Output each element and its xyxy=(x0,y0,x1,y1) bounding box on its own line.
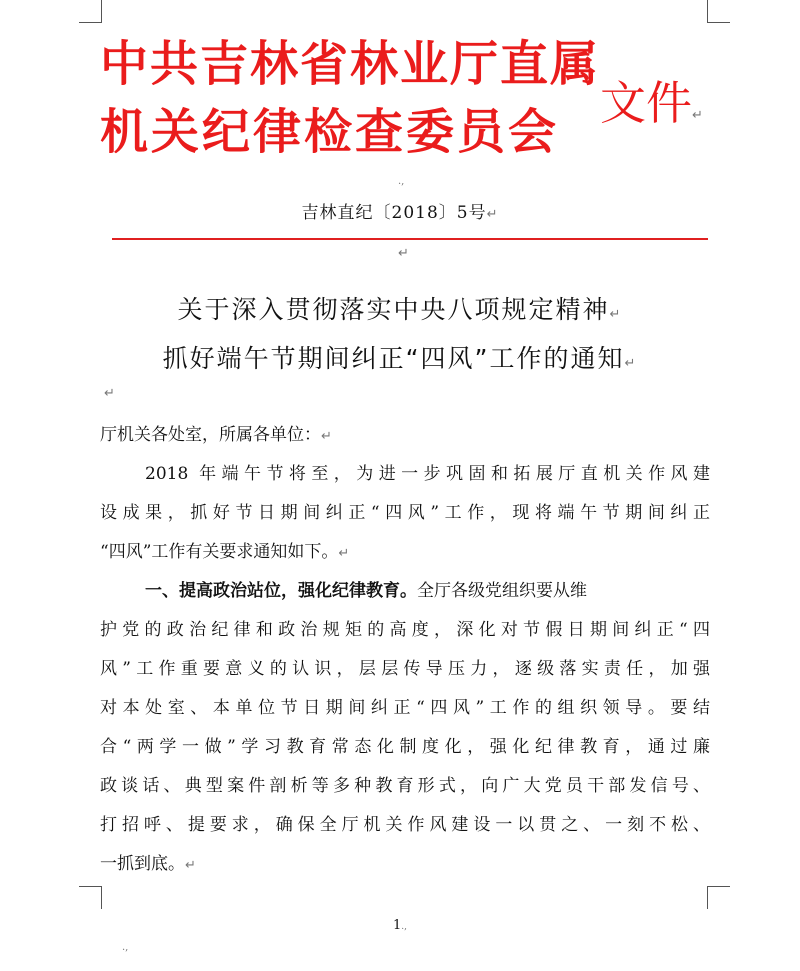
header-doc-word xyxy=(600,76,703,130)
paragraph-dot-icon: ., xyxy=(122,942,129,953)
paragraph-mark-icon: ↵ xyxy=(185,858,196,873)
crop-mark-bottom-left xyxy=(79,886,102,909)
title-text-2: 抓好端午节期间纠正“四风”工作的通知 xyxy=(162,344,625,373)
section1-line: 对本处室、本单位节日期间纠正“四风”工作的组织领导。要结 xyxy=(100,698,710,718)
section1-line-text: 一抓到底。 xyxy=(100,854,185,874)
salutation-text: 厅机关各处室，所属各单位： xyxy=(100,425,321,445)
title-text-1: 关于深入贯彻落实中央八项规定精神 xyxy=(177,295,610,324)
intro-line-text: “四风”工作有关要求通知如下。 xyxy=(100,542,339,562)
paragraph-mark-icon: ↵ xyxy=(104,386,115,401)
page-number: 1., xyxy=(392,918,407,933)
doc-body xyxy=(100,416,710,884)
intro-line: 设成果，抓好节日期间纠正“四风”工作，现将端午节期间纠正 xyxy=(100,503,710,523)
section1-line: 合“两学一做”学习教育常态化制度化，强化纪律教育，通过廉 xyxy=(100,737,710,757)
red-separator-line xyxy=(112,238,708,240)
crop-mark-bottom-right xyxy=(707,886,730,909)
section1-heading: 一、提高政治站位，强化纪律教育。 xyxy=(145,581,417,601)
intro-line-last xyxy=(100,533,710,572)
doc-title-line-1 xyxy=(0,290,800,326)
paragraph-mark-icon: ↵ xyxy=(321,429,332,444)
doc-title-line-2 xyxy=(0,339,800,375)
header-org-line-2: 机关纪律检查委员会 xyxy=(100,104,560,160)
paragraph-mark-icon: ↵ xyxy=(609,307,623,322)
paragraph-mark-icon: ↵ xyxy=(338,546,350,561)
doc-number-text: 吉林直纪〔2018〕5号 xyxy=(301,203,487,223)
section1-line: 打招呼、提要求，确保全厅机关作风建设一以贯之、一刻不松、 xyxy=(100,815,710,835)
crop-mark-top-right xyxy=(707,0,730,23)
paragraph-mark-icon: ↵ xyxy=(486,207,499,222)
section1-line: 护党的政治纪律和政治规矩的高度，深化对节假日期间纠正“四 xyxy=(100,620,710,640)
salutation xyxy=(100,416,710,455)
doc-word-text: 文件 xyxy=(600,76,692,130)
header-org-line-1: 中共吉林省林业厅直属 xyxy=(100,36,601,92)
section1-line: 风”工作重要意义的认识，层层传导压力，逐级落实责任，加强 xyxy=(100,659,710,679)
section1-line: 政谈话、典型案件剖析等多种教育形式，向广大党员干部发信号、 xyxy=(100,776,710,796)
paragraph-mark-icon: ↵ xyxy=(692,108,703,123)
doc-number xyxy=(0,198,800,223)
paragraph-dot-icon: ., xyxy=(398,176,405,187)
section1-line-last xyxy=(100,845,710,884)
paragraph-mark-icon: ↵ xyxy=(624,356,638,371)
section1-first-line xyxy=(100,572,710,611)
intro-line: 2018 年端午节将至，为进一步巩固和拓展厅直机关作风建 xyxy=(145,464,710,484)
section1-first-line-rest: 全厅各级党组织要从维 xyxy=(417,581,587,601)
page-number-text: 1 xyxy=(392,918,402,933)
crop-mark-top-left xyxy=(79,0,102,23)
paragraph-mark-icon: ↵ xyxy=(398,246,409,261)
